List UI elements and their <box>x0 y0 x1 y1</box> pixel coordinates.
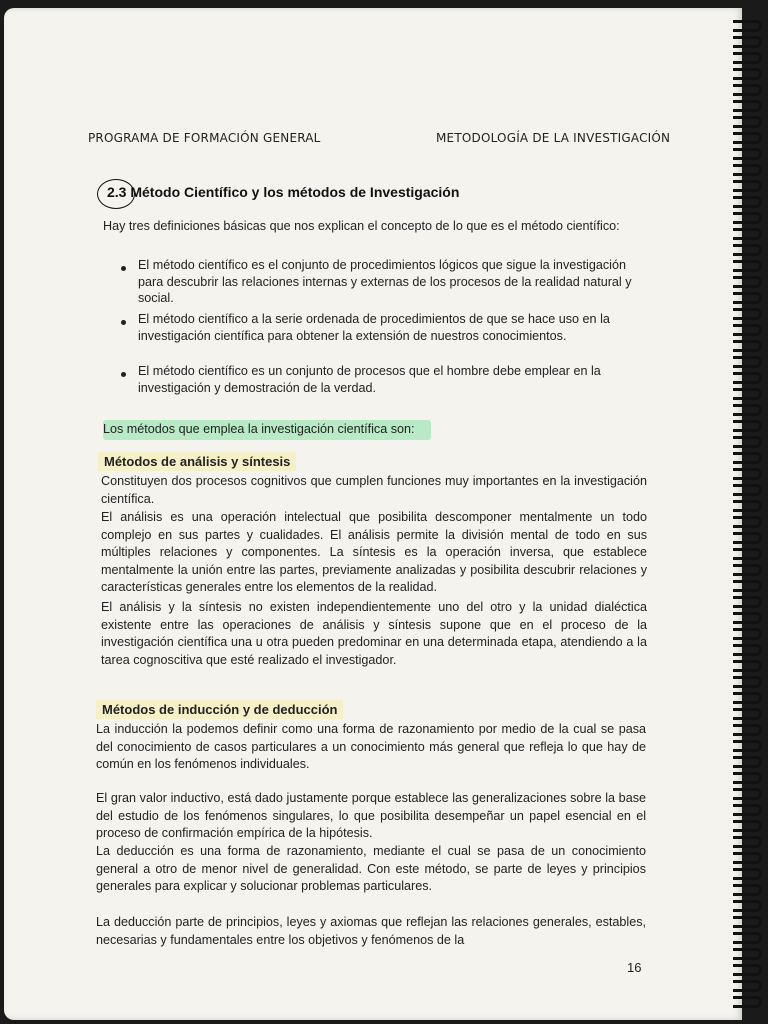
section-number: 2.3 <box>107 184 127 200</box>
spiral-coil <box>733 180 762 192</box>
spiral-coil <box>733 788 762 800</box>
spiral-coil <box>733 548 762 560</box>
bullet-item-1: El método científico es el conjunto de procedimientos lógicos que sigue la investigación para descubrir las relaciones internas y externas de los procesos de la realidad natural y social. <box>138 258 632 305</box>
spiral-coil <box>733 916 762 928</box>
spiral-coil <box>733 708 762 720</box>
spiral-coil <box>733 676 762 688</box>
notebook-page <box>4 8 742 1020</box>
spiral-coil <box>733 644 762 656</box>
analysis-title <box>98 454 296 469</box>
spiral-coil <box>733 452 762 464</box>
spiral-coil <box>733 980 762 992</box>
section-title <box>107 184 459 200</box>
spiral-coil <box>733 580 762 592</box>
analysis-paragraph-1: Constituyen dos procesos cognitivos que cumplen funciones muy importantes en la investigación científica. <box>101 474 647 506</box>
spiral-coil <box>733 324 762 336</box>
spiral-coil <box>733 164 762 176</box>
spiral-coil <box>733 740 762 752</box>
analysis-title-text: Métodos de análisis y síntesis <box>98 452 296 471</box>
spiral-coil <box>733 260 762 272</box>
spiral-coil <box>733 484 762 496</box>
spiral-coil <box>733 36 762 48</box>
induction-paragraph-1: La inducción la podemos definir como una forma de razonamiento por medio de la cual se pasa del conocimiento de casos particulares a un conocimiento más general que refleja lo que hay de común en los fenómenos individuales. <box>96 722 646 771</box>
spiral-coil <box>733 340 762 352</box>
bullet-item-2: El método científico a la serie ordenada de procedimientos de que se hace uso en la investigación científica para obtener la extensión de nuestros conocimientos. <box>138 312 610 343</box>
spiral-coil <box>733 68 762 80</box>
spiral-binding <box>733 20 761 1020</box>
induction-paragraph-2: El gran valor inductivo, está dado justamente porque establece las generalizaciones sobre la base del estudio de los fenómenos singulares, lo que posibilita desempeñar un papel esencial en el proceso de confirmación empírica de la hipótesis. <box>96 791 646 840</box>
spiral-coil <box>733 516 762 528</box>
spiral-coil <box>733 212 762 224</box>
bullet-item-3: El método científico es un conjunto de procesos que el hombre debe emplear en la investigación y demostración de la verdad. <box>138 364 601 395</box>
header-subject: METODOLOGÍA DE LA INVESTIGACIÓN <box>436 131 671 145</box>
spiral-coil <box>733 292 762 304</box>
header-program: PROGRAMA DE FORMACIÓN GENERAL <box>88 131 321 145</box>
methods-intro: Los métodos que emplea la investigación científica son: <box>103 422 415 436</box>
deduction-paragraph-2: La deducción parte de principios, leyes y axiomas que reflejan las relaciones generales, estables, necesarias y fundamentales entre los objetivos y fenómenos de la <box>96 915 646 947</box>
spiral-coil <box>733 596 762 608</box>
spiral-coil <box>733 116 762 128</box>
spiral-coil <box>733 660 762 672</box>
spiral-coil <box>733 996 762 1008</box>
bullet-dot <box>121 320 126 325</box>
spiral-coil <box>733 852 762 864</box>
spiral-coil <box>733 20 762 32</box>
section-title-text: Método Científico y los métodos de Investigación <box>130 184 460 200</box>
spiral-coil <box>733 804 762 816</box>
spiral-coil <box>733 932 762 944</box>
spiral-coil <box>733 884 762 896</box>
spiral-coil <box>733 276 762 288</box>
spiral-coil <box>733 628 762 640</box>
spiral-coil <box>733 228 762 240</box>
spiral-coil <box>733 772 762 784</box>
spiral-coil <box>733 836 762 848</box>
spiral-coil <box>733 308 762 320</box>
spiral-coil <box>733 420 762 432</box>
spiral-coil <box>733 436 762 448</box>
spiral-coil <box>733 964 762 976</box>
spiral-coil <box>733 468 762 480</box>
spiral-coil <box>733 388 762 400</box>
bullet-dot <box>121 266 126 271</box>
spiral-coil <box>733 820 762 832</box>
analysis-paragraph-3: El análisis y la síntesis no existen independientemente uno del otro y la unidad dialéctica existente entre las operaciones de análisis y síntesis supone que en el proceso de la investigación científica una u otra pueden predominar en una determinada etapa, atendiendo a la tarea cognoscitiva que esté realizado el investigador. <box>101 600 647 667</box>
deduction-paragraph-1: La deducción es una forma de razonamiento, mediante el cual se pasa de un conocimiento general a otro de menor nivel de generalidad. Con este método, se parte de leyes y principios generales para explicar y solucionar problemas particulares. <box>96 844 646 893</box>
spiral-coil <box>733 84 762 96</box>
induction-title <box>96 702 343 717</box>
spiral-coil <box>733 100 762 112</box>
spiral-coil <box>733 148 762 160</box>
spiral-coil <box>733 372 762 384</box>
spiral-coil <box>733 724 762 736</box>
spiral-coil <box>733 756 762 768</box>
intro-paragraph: Hay tres definiciones básicas que nos explican el concepto de lo que es el método científico: <box>103 219 620 233</box>
spiral-coil <box>733 132 762 144</box>
spiral-coil <box>733 196 762 208</box>
bullet-dot <box>121 372 126 377</box>
spiral-coil <box>733 564 762 576</box>
spiral-coil <box>733 500 762 512</box>
spiral-coil <box>733 612 762 624</box>
spiral-coil <box>733 532 762 544</box>
spiral-coil <box>733 244 762 256</box>
spiral-coil <box>733 900 762 912</box>
spiral-coil <box>733 868 762 880</box>
spiral-coil <box>733 52 762 64</box>
page-number: 16 <box>627 960 642 975</box>
analysis-paragraph-2: El análisis es una operación intelectual que posibilita descomponer mentalmente un todo complejo en sus partes y cualidades. El análisis permite la división mental de todo en sus múltiples relaciones y componentes. La síntesis es la operación inversa, que establece mentalmente la unión entre las partes, previamente analizadas y posibilita descubrir relaciones y características generales entre los elementos de la realidad. <box>101 510 647 594</box>
spiral-coil <box>733 948 762 960</box>
spiral-coil <box>733 692 762 704</box>
spiral-coil <box>733 356 762 368</box>
induction-title-text: Métodos de inducción y de deducción <box>96 700 343 719</box>
spiral-coil <box>733 404 762 416</box>
